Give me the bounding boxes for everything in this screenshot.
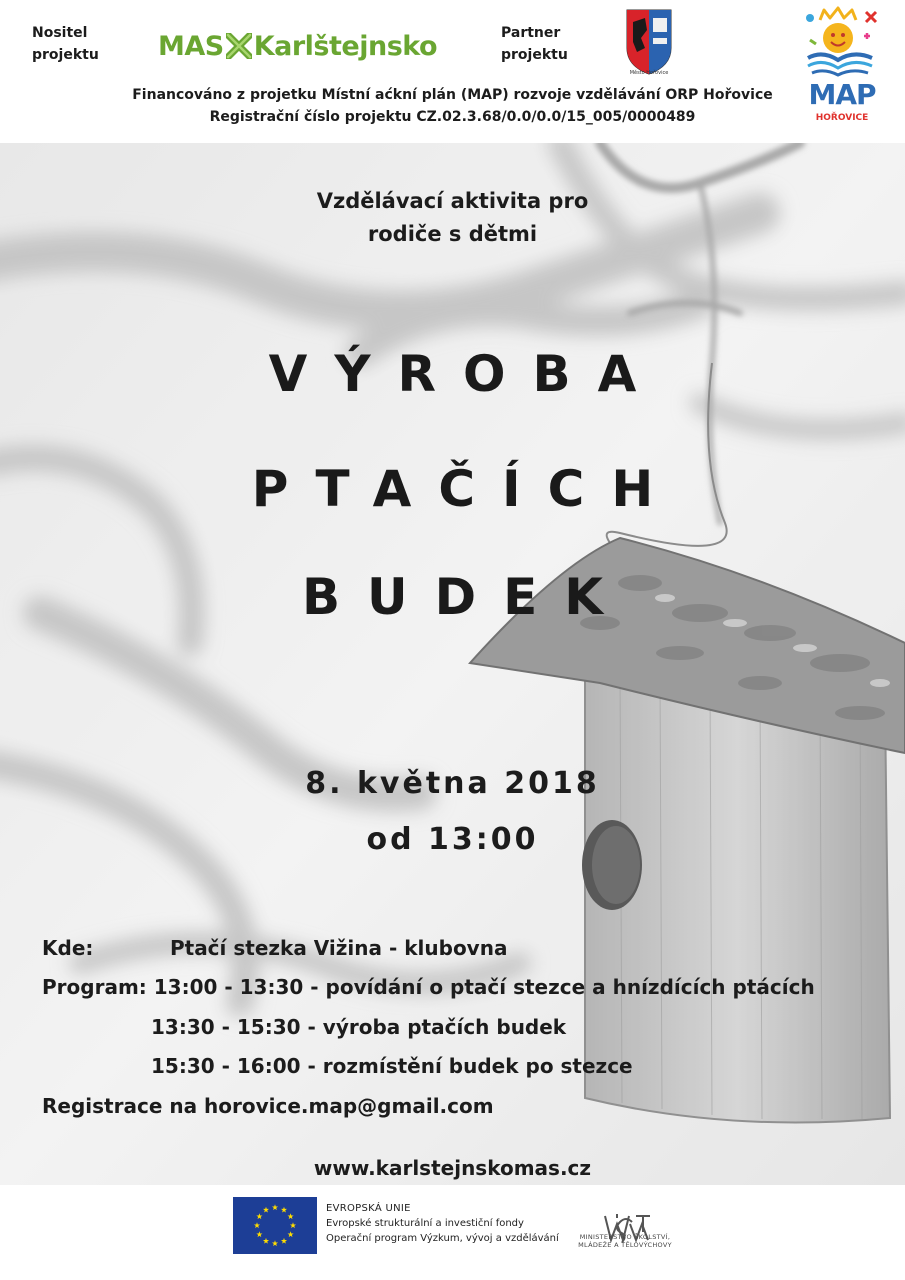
eu-star-icon xyxy=(272,1204,278,1210)
program-line-1: Program: 13:00 - 13:30 - povídání o ptačí stezce a hnízdících ptácích xyxy=(42,975,815,999)
eu-star-icon xyxy=(263,1238,269,1244)
map-horovice-logo-icon xyxy=(802,6,882,130)
eu-star-icon xyxy=(281,1238,287,1244)
event-date: 8. května 2018 od 13:00 xyxy=(305,766,600,857)
registration-line: Registrace na horovice.map@gmail.com xyxy=(42,1094,494,1118)
eu-star-icon xyxy=(272,1240,278,1246)
eu-star-icon xyxy=(256,1231,262,1237)
horovice-coat-of-arms-icon xyxy=(625,8,673,78)
mas-karlstejnsko-logo: MAS Karlštejnsko xyxy=(158,30,438,62)
map-logo-text: MAP xyxy=(808,78,876,111)
eu-star-icon xyxy=(288,1231,294,1237)
eu-stars-icon xyxy=(233,1197,317,1254)
nositel-label: Nositel projektu xyxy=(32,25,99,63)
event-title-line-2: PTAČÍCH xyxy=(251,460,681,518)
partner-label: Partner projektu xyxy=(501,25,568,63)
location-line: Kde: Ptačí stezka Vižina - klubovna xyxy=(42,936,508,960)
eu-flag-icon xyxy=(233,1197,317,1254)
eu-star-icon xyxy=(288,1213,294,1219)
eu-star-icon xyxy=(254,1222,260,1228)
financing-info: Financováno z projetku Místní aćkní plán (MAP) rozvoje vzdělávání ORP Hořovice Registrační číslo projektu CZ.02.3.68/0.0/0.0/15_005/0000489 xyxy=(132,87,773,125)
event-subtitle: Vzdělávací aktivita pro rodiče s dětmi xyxy=(316,189,589,246)
header xyxy=(0,0,905,143)
event-title-line-1: VÝROBA xyxy=(268,345,664,403)
footer xyxy=(0,1185,905,1280)
eu-star-icon xyxy=(263,1207,269,1213)
eu-star-icon xyxy=(281,1207,287,1213)
event-title-line-3: BUDEK xyxy=(301,568,631,626)
eu-star-icon xyxy=(256,1213,262,1219)
program-line-2: 13:30 - 15:30 - výroba ptačích budek xyxy=(151,1015,567,1039)
program-line-3: 15:30 - 16:00 - rozmístění budek po stezce xyxy=(151,1054,633,1078)
eu-funding-text: EVROPSKÁ UNIE Evropské strukturální a investiční fondy Operační program Výzkum, vývoj a vzdělávání xyxy=(326,1203,559,1244)
website-link[interactable]: www.karlstejnskomas.cz xyxy=(313,1156,592,1180)
coat-caption: Město Hořovice xyxy=(629,70,669,76)
msmt-logo-icon xyxy=(570,1195,680,1265)
msmt-text: MINISTERSTVO ŠKOLSTVÍ, MLÁDEŽE A TĚLOVÝCHOVY xyxy=(578,1233,672,1249)
eu-star-icon xyxy=(290,1222,296,1228)
mas-x-icon xyxy=(226,33,252,59)
map-logo-subtext: HOŘOVICE xyxy=(815,113,869,123)
